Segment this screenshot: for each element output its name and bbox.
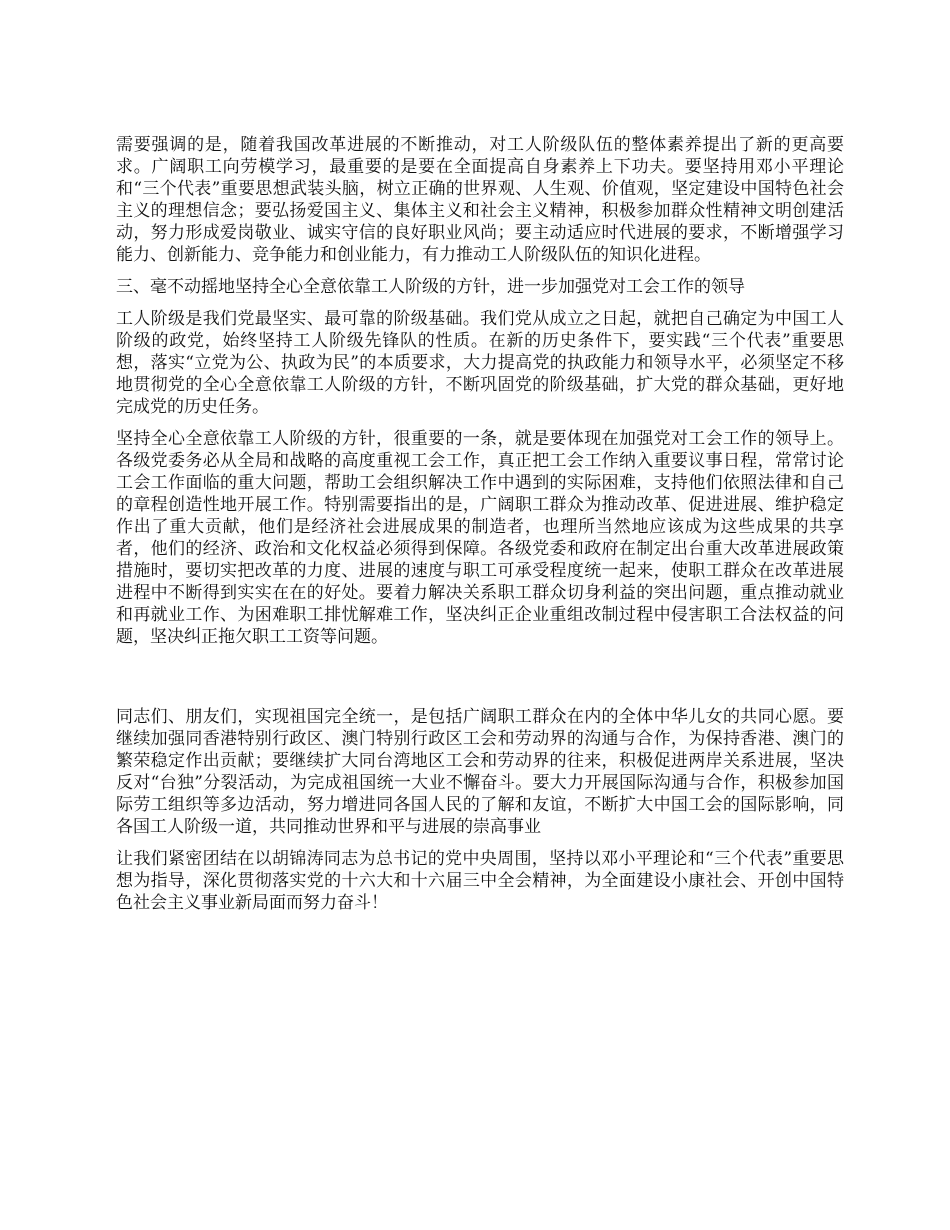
paragraph-working-class-foundation: 工人阶级是我们党最坚实、最可靠的阶级基础。我们党从成立之日起，就把自己确定为中国工人阶级的政党，始终坚持工人阶级先锋队的性质。在新的历史条件下，要实践“三个代表”重要思想，落实“立党为公、执政为民”的本质要求，大力提高党的执政能力和领导水平，必须坚定不移地贯彻党的全心全意依靠工人阶级的方针，不断巩固党的阶级基础，扩大党的群众基础，更好地完成党的历史任务。 [116, 309, 844, 417]
document-page [116, 134, 844, 924]
paragraph-reunification: 同志们、朋友们，实现祖国完全统一，是包括广阔职工群众在内的全体中华儿女的共同心愿。要继续加强同香港特别行政区、澳门特别行政区工会和劳动界的沟通与合作，为保持香港、澳门的繁荣稳定作出贡献；要继续扩大同台湾地区工会和劳动界的往来，积极促进两岸关系进展，坚决反对“台独”分裂活动，为完成祖国统一大业不懈奋斗。要大力开展国际沟通与合作，积极参加国际劳工组织等多边活动，努力增进同各国人民的了解和友谊，不断扩大中国工会的国际影响，同各国工人阶级一道，共同推动世界和平与进展的崇高事业 [116, 707, 844, 837]
paragraph-closing-call: 让我们紧密团结在以胡锦涛同志为总书记的党中央周围，坚持以邓小平理论和“三个代表”重要思想为指导，深化贯彻落实党的十六大和十六届三中全会精神，为全面建设小康社会、开创中国特色社会主义事业新局面而努力奋斗！ [116, 849, 844, 913]
paragraph-party-leadership: 坚持全心全意依靠工人阶级的方针，很重要的一条，就是要体现在加强党对工会工作的领导上。各级党委务必从全局和战略的高度重视工会工作，真正把工会工作纳入重要议事日程，常常讨论工会工作面临的重大问题，帮助工会组织解决工作中遇到的实际困难，支持他们依照法律和自己的章程创造性地开展工作。特别需要指出的是，广阔职工群众为推动改革、促进进展、维护稳定作出了重大贡献，他们是经济社会进展成果的制造者，也理所当然地应该成为这些成果的共享者，他们的经济、政治和文化权益必须得到保障。各级党委和政府在制定出台重大改革进展政策措施时，要切实把改革的力度、进展的速度与职工可承受程度统一起来，使职工群众在改革进展进程中不断得到实实在在的好处。要着力解决关系职工群众切身利益的突出问题，重点推动就业和再就业工作、为困难职工排忧解难工作，坚决纠正企业重组改制过程中侵害职工合法权益的问题，坚决纠正拖欠职工工资等问题。 [116, 429, 844, 647]
section-heading-three: 三、毫不动摇地坚持全心全意依靠工人阶级的方针，进一步加强党对工会工作的领导 [116, 277, 745, 297]
paragraph-worker-quality: 需要强调的是，随着我国改革进展的不断推动，对工人阶级队伍的整体素养提出了新的更高要求。广阔职工向劳模学习，最重要的是要在全面提高自身素养上下功夫。要坚持用邓小平理论和“三个代表”重要思想武装头脑，树立正确的世界观、人生观、价值观，坚定建设中国特色社会主义的理想信念；要弘扬爱国主义、集体主义和社会主义精神，积极参加群众性精神文明创建活动，努力形成爱岗敬业、诚实守信的良好职业风尚；要主动适应时代进展的要求，不断增强学习能力、创新能力、竞争能力和创业能力，有力推动工人阶级队伍的知识化进程。 [116, 135, 844, 265]
blank-spacer [116, 658, 844, 706]
